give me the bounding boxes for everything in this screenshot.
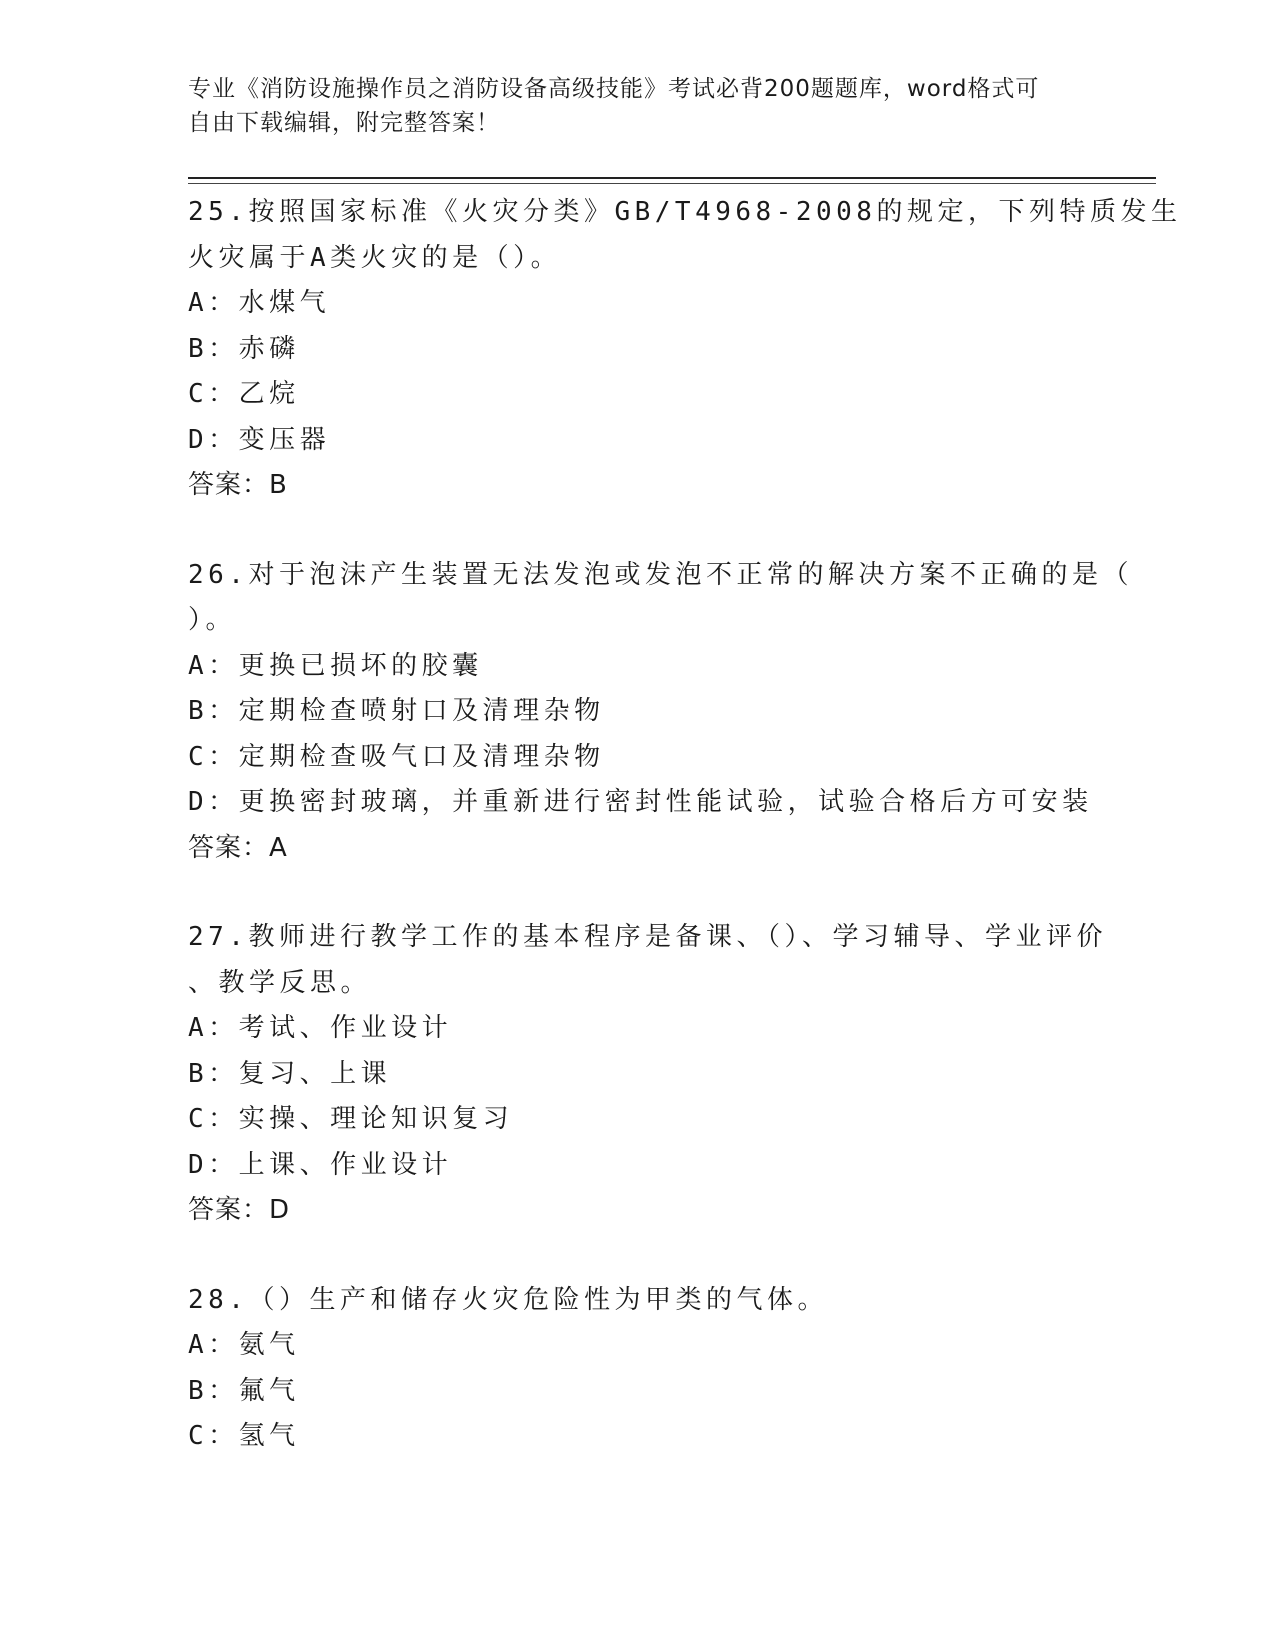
header-line-2: 自由下载编辑，附完整答案！ [188, 110, 500, 136]
question-stem: 、教学反思。 [188, 967, 372, 998]
header-line-1: 专业《消防设施操作员之消防设备高级技能》考试必背200题题库，word格式可 [188, 76, 1040, 102]
header-divider-thick [188, 177, 1156, 179]
question-list [188, 190, 1182, 1504]
option-a: A：氨气 [188, 1330, 300, 1360]
option-a: A：水煤气 [188, 288, 331, 318]
option-c: C：氢气 [188, 1421, 300, 1451]
answer-line: 答案：A [188, 832, 288, 863]
answer-line: 答案：B [188, 470, 288, 500]
option-b: B：氟气 [188, 1375, 300, 1406]
option-d: D：上课、作业设计 [188, 1149, 453, 1180]
question-stem: 27.教师进行教学工作的基本程序是备课、（）、学习辅导、学业评价 [188, 922, 1107, 952]
question-stem: 28.（）生产和储存火灾危险性为甲类的气体。 [188, 1284, 828, 1315]
option-d: D：变压器 [188, 424, 331, 455]
option-c: C：定期检查吸气口及清理杂物 [188, 741, 605, 772]
option-b: B：赤磷 [188, 333, 300, 364]
option-b: B：复习、上课 [188, 1058, 392, 1089]
question-28 [188, 1278, 1088, 1460]
question-stem: 25.按照国家标准《火灾分类》GB/T4968-2008的规定，下列特质发生 [188, 197, 1182, 227]
header-divider-thin [188, 183, 1156, 184]
option-a: A：考试、作业设计 [188, 1013, 453, 1043]
question-27 [188, 915, 1107, 1234]
question-25 [188, 190, 1182, 509]
option-c: C：实操、理论知识复习 [188, 1104, 514, 1134]
document-header [188, 72, 1078, 140]
question-26 [188, 553, 1133, 872]
option-a: A：更换已损坏的胶囊 [188, 650, 483, 681]
option-d: D：更换密封玻璃，并重新进行密封性能试验，试验合格后方可安装 [188, 787, 1093, 817]
answer-line: 答案：D [188, 1195, 291, 1225]
question-stem: 26.对于泡沫产生装置无法发泡或发泡不正常的解决方案不正确的是（ [188, 559, 1133, 590]
question-stem: ）。 [188, 605, 237, 635]
option-b: B：定期检查喷射口及清理杂物 [188, 696, 605, 726]
question-stem: 火灾属于A类火灾的是（）。 [188, 242, 562, 273]
option-c: C：乙烷 [188, 379, 300, 409]
